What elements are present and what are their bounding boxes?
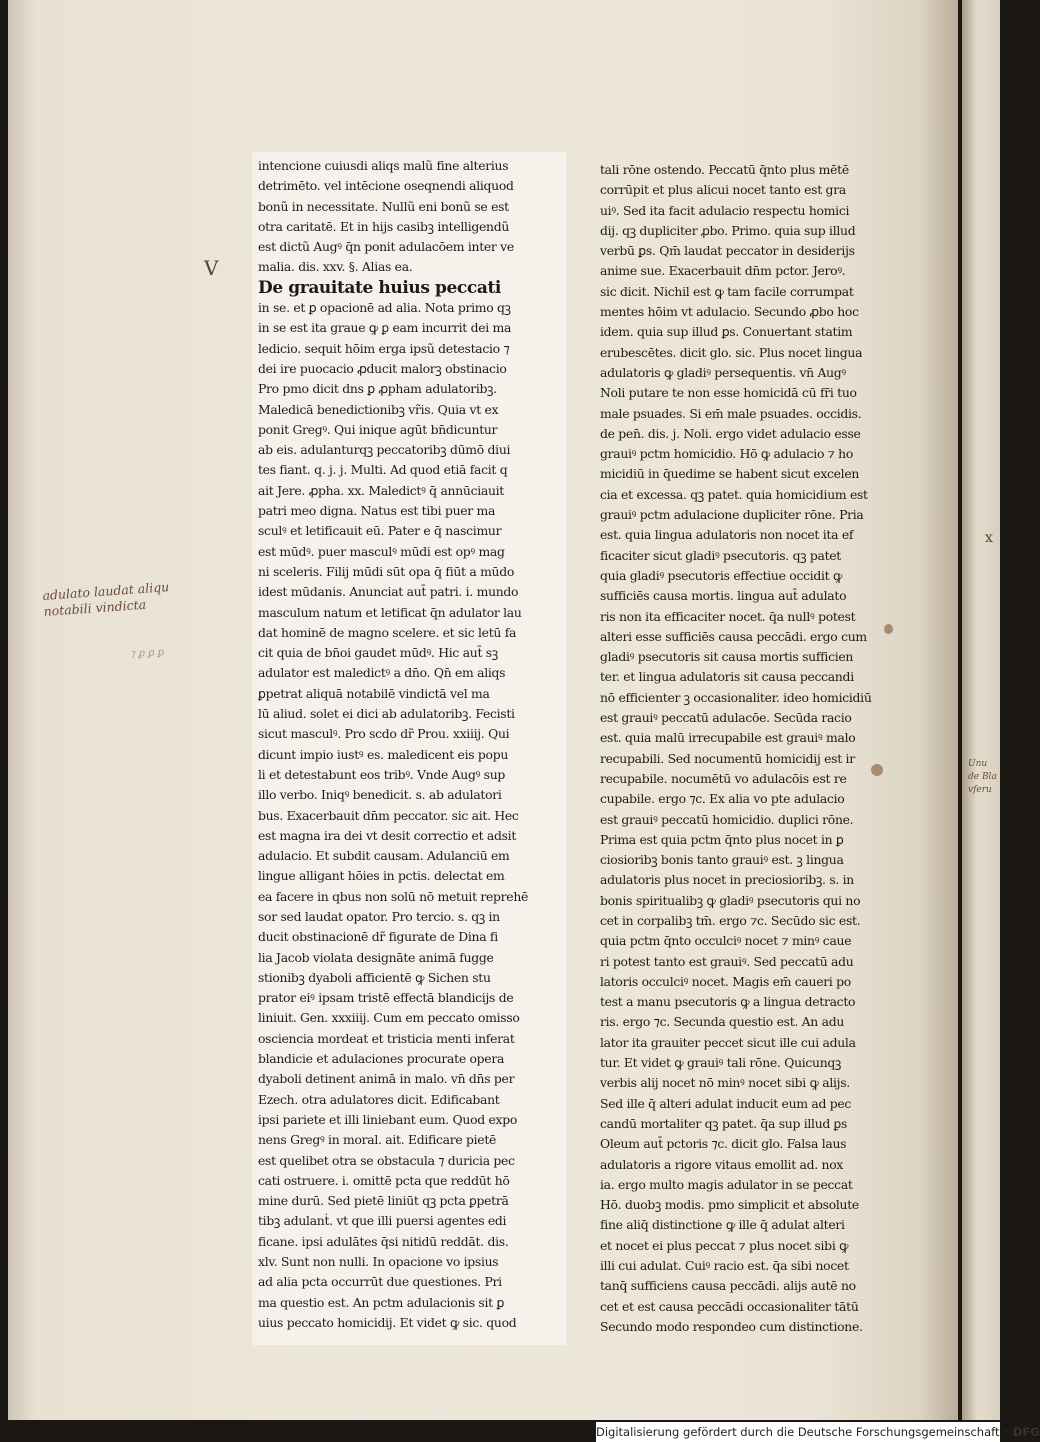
- text-line: dei ire puocacio ꝓducit malorꝫ obstinacio: [258, 360, 507, 376]
- text-line: est. quia malū irrecupabile est grauiꝰ malo: [600, 730, 856, 746]
- faint-annotation: ⁊ ꝑ ꝑ ꝑ: [129, 647, 164, 660]
- text-line: mine durū. Sed pietē liniūt qꝫ pcta ꝑpetrā: [258, 1193, 509, 1209]
- text-line: ri potest tanto est grauiꝰ. Sed peccatū adu: [600, 953, 854, 969]
- section-heading: De grauitate huius peccati: [258, 277, 501, 298]
- text-line: est dictũ Augꝰ q̄n ponit adulacōem inter ve: [258, 239, 514, 255]
- text-line: quia gladiꝰ psecutoris effectiue occidit ꝙ: [600, 567, 843, 583]
- text-line: ab eis. adulanturqꝫ peccatoribꝫ dūmō diui: [258, 442, 511, 458]
- text-line: ea facere in qbus non solū nō metuit reprehē: [258, 888, 529, 904]
- text-line: adulatoris plus nocet in preciosioribꝫ. s. in: [600, 872, 854, 888]
- text-line: ficane. ipsi adulātes q̄si nitidū reddāt. dis.: [258, 1233, 509, 1249]
- text-line: ia. ergo multo magis adulator in se peccat: [600, 1176, 853, 1192]
- text-line: lia Jacob violata designāte animā fugge: [258, 949, 494, 965]
- text-line: Secundo modo respondeo cum distinctione.: [600, 1318, 863, 1334]
- text-line: gladiꝰ psecutoris sit causa mortis sufficien: [600, 649, 854, 665]
- text-line: Pro pmo dicit dns ꝑ ꝓpham adulatoribꝫ.: [258, 381, 497, 397]
- text-line: sor sed laudat opator. Pro tercio. s. qꝫ in: [258, 908, 500, 924]
- text-line: in se est ita graue ꝙ ꝑ eam incurrit dei ma: [258, 320, 512, 336]
- text-line: uiꝰ. Sed ita facit adulacio respectu homici: [600, 202, 850, 218]
- text-line: micidiū in q̄uedime se habent sicut excelen: [600, 466, 860, 482]
- text-line: osciencia mordeat et tristicia menti inferat: [258, 1030, 515, 1046]
- text-line: blandicie et adulaciones procurate opera: [258, 1051, 505, 1067]
- annotation-line: adulato laudat aliqu: [42, 579, 170, 603]
- text-line: patri meo digna. Natus est tibi puer ma: [258, 503, 496, 519]
- text-line: ma questio est. An pctm adulacionis sit ꝑ: [258, 1294, 505, 1310]
- text-line: de pen̄. dis. j. Noli. ergo videt adulacio esse: [600, 425, 861, 441]
- text-line: bus. Exacerbauit dn̄m peccator. sic ait. Hec: [258, 807, 519, 823]
- text-line: ciosioribꝫ bonis tanto grauiꝰ est. ꝫ lingua: [600, 852, 844, 868]
- text-line: sicut masculꝰ. Pro scdo dr̃ Prou. xxiiij. Qui: [258, 726, 510, 742]
- text-line: Maledicā benedictionibꝫ vr̃is. Quia vt ex: [258, 401, 499, 417]
- text-line: cati ostruere. i. omittē pcta que reddūt hō: [258, 1172, 510, 1188]
- text-line: in se. et ꝑ opacionē ad alia. Nota primo qꝫ: [258, 300, 511, 316]
- text-line: erubescētes. dicit glo. sic. Plus nocet lingua: [600, 344, 863, 360]
- text-line: lingue alligant hōies in pctis. delectat em: [258, 868, 505, 884]
- text-line: liniuit. Gen. xxxiiij. Cum em peccato omisso: [258, 1010, 520, 1026]
- text-line: recupabili. Sed nocumentū homicidij est ir: [600, 750, 855, 766]
- text-line: est grauiꝰ peccatū adulacōe. Secūda racio: [600, 710, 852, 726]
- annotation-line: vferu: [968, 785, 992, 795]
- text-line: otra caritatē. Et in hijs casibꝫ intelligendũ: [258, 218, 510, 234]
- text-line: lū aliud. solet ei dici ab adulatoribꝫ. Fecisti: [258, 706, 515, 722]
- text-line: adulatoris a rigore vitaus emollit ad. nox: [600, 1156, 844, 1172]
- text-line: sufficiēs causa mortis. lingua aut̄ adulato: [600, 588, 847, 604]
- text-line: sculꝰ et letificauit eū. Pater e q̄ nascimur: [258, 523, 502, 539]
- text-line: ponit Gregꝰ. Qui inique agūt bn̄dicuntur: [258, 421, 498, 437]
- right-text-column: [600, 160, 900, 1337]
- text-line: ad alia pcta occurrūt due questiones. Pri: [258, 1274, 502, 1290]
- text-line: verbis alij nocet nō minꝰ nocet sibi ꝙ alijs.: [600, 1075, 850, 1091]
- dfg-logo: DFG: [1012, 1425, 1040, 1439]
- text-line: ipsi pariete et illi liniebant eum. Quod expo: [258, 1111, 518, 1127]
- left-text-column: [252, 152, 566, 1345]
- text-line: dicunt impio iustꝰ es. maledicent eis popu: [258, 746, 509, 762]
- text-line: nō efficienter ꝫ occasionaliter. ideo homicidiū: [600, 689, 872, 705]
- text-line: quia pctm q̄nto occulciꝰ nocet ⁊ minꝰ caue: [600, 933, 852, 949]
- text-line: et nocet ei plus peccat ⁊ plus nocet sibi ꝙ: [600, 1237, 849, 1253]
- text-line: idem. quia sup illud ꝑs. Conuertant statim: [600, 324, 853, 340]
- text-line: anime sue. Exacerbauit dn̄m pctor. Jeroꝰ.: [600, 263, 846, 279]
- annotation-line: Unu: [968, 759, 988, 769]
- text-line: Noli putare te non esse homicidā cū fr̄i tuo: [600, 385, 857, 401]
- text-line: test a manu psecutoris ꝙ a lingua detracto: [600, 994, 856, 1010]
- text-line: xlv. Sunt non nulli. In opacione vo ipsius: [258, 1254, 499, 1270]
- text-line: est. quia lingua adulatoris non nocet ita ef: [600, 527, 854, 543]
- text-line: est grauiꝰ peccatū homicidio. duplici rōne.: [600, 811, 854, 827]
- text-line: tes fiant. q. j. j. Multi. Ad quod etiā facit q: [258, 462, 508, 478]
- text-line: tanq̄ sufficiens causa peccādi. alijs autē no: [600, 1278, 856, 1294]
- text-line: intencione cuiusdi aliqs malũ fine alterius: [258, 158, 509, 173]
- text-line: mentes hōim vt adulacio. Secundo ꝓbo hoc: [600, 304, 859, 320]
- text-line: ni sceleris. Filij mūdi sūt opa q̄ fiūt a mūdo: [258, 563, 514, 579]
- text-line: lator ita grauiter peccet sicut ille cui adula: [600, 1034, 856, 1050]
- text-line: li et detestabunt eos tribꝰ. Vnde Augꝰ sup: [258, 766, 506, 782]
- text-line: fine aliq̄ distinctione ꝙ ille q̄ adulat alteri: [600, 1217, 845, 1233]
- footer-credit: [596, 1422, 1040, 1442]
- text-line: detrimēto. vel intēcione oseqnendi aliquod: [258, 178, 514, 194]
- text-line: recupabile. nocumētū vo adulacōis est re: [600, 770, 847, 786]
- text-line: idest mūdanis. Anunciat aut̄ patri. i. mundo: [258, 584, 519, 600]
- text-line: corrūpit et plus alicui nocet tanto est gra: [600, 182, 846, 198]
- annotation-line: notabili vindicta: [43, 596, 147, 619]
- footer-text: Digitalisierung gefördert durch die Deutsche Forschungsgemeinschaft •: [596, 1425, 1010, 1439]
- text-line: alteri esse sufficiēs causa peccādi. ergo cum: [600, 628, 867, 644]
- text-line: ꝑpetrat aliquā notabilē vindictā vel ma: [258, 685, 490, 701]
- right-marginal-annotation: [968, 758, 997, 797]
- text-line: sic dicit. Nichil est ꝙ tam facile corrumpat: [600, 283, 854, 299]
- text-line: Prima est quia pctm q̄nto plus nocet in ꝑ: [600, 831, 844, 847]
- text-line: dij. qꝫ dupliciter ꝓbo. Primo. quia sup illud: [600, 222, 856, 238]
- text-line: ledicio. sequit hōim erga ipsũ detestacio ⁊: [258, 340, 510, 356]
- text-line: adulator est maledictꝰ a dn̄o. Qn̄ em aliqs: [258, 665, 506, 681]
- text-line: cet et est causa peccādi occasionaliter tātū: [600, 1298, 859, 1314]
- text-line: illo verbo. Iniqꝰ benedicit. s. ab adulatori: [258, 787, 502, 803]
- text-line: ficaciter sicut gladiꝰ psecutoris. qꝫ patet: [600, 547, 841, 563]
- text-line: ducit obstinacionē dr̃ figurate de Dina fi: [258, 929, 498, 945]
- text-line: grauiꝰ pctm homicidio. Hō ꝙ adulacio ⁊ ho: [600, 446, 854, 462]
- text-line: male psuades. Si em̄ male psuades. occidis.: [600, 405, 862, 421]
- text-line: adulacio. Et subdit causam. Adulanciū em: [258, 848, 510, 864]
- text-line: bonis spiritualibꝫ ꝙ gladiꝰ psecutoris qui no: [600, 892, 861, 908]
- text-line: nens Gregꝰ in moral. ait. Edificare pietē: [258, 1132, 497, 1148]
- text-line: Hō. duobꝫ modis. pmo simplicit et absolute: [600, 1197, 859, 1213]
- text-line: grauiꝰ pctm adulacione dupliciter rōne. Pria: [600, 507, 864, 523]
- text-line: cet in corpalibꝫ tm̄. ergo ⁊c. Secūdo sic est.: [600, 912, 861, 928]
- text-line: tur. Et videt ꝙ grauiꝰ tali rōne. Quicunqꝫ: [600, 1055, 842, 1071]
- paragraph-mark: V: [204, 256, 219, 280]
- text-line: adulatoris ꝙ gladiꝰ persequentis. vn̄ Augꝰ: [600, 364, 846, 380]
- text-line: malia. dis. xxv. §. Alias ea.: [258, 259, 413, 275]
- text-line: latoris occulciꝰ nocet. Magis em̄ caueri po: [600, 973, 851, 989]
- text-line: cia et excessa. qꝫ patet. quia homicidium est: [600, 486, 868, 502]
- text-line: candū mortaliter qꝫ patet. q̄a sup illud ꝑs: [600, 1115, 848, 1131]
- text-line: Sed ille q̄ alteri adulat inducit eum ad pec: [600, 1095, 852, 1111]
- text-line: ris. ergo ⁊c. Secunda questio est. An adu: [600, 1014, 845, 1030]
- text-line: est mūdꝰ. puer masculꝰ mūdi est opꝰ mag: [258, 543, 505, 559]
- text-line: dat hominē de magno scelere. et sic letū fa: [258, 624, 517, 640]
- text-line: dyaboli detinent animā in malo. vn̄ dn̄s per: [258, 1071, 515, 1087]
- text-line: tibꝫ adulanṫ. vt que illi puersi agentes edi: [258, 1213, 507, 1229]
- text-line: tali rōne ostendo. Peccatū q̄nto plus mētē: [600, 162, 849, 177]
- text-line: bonũ in necessitate. Nullũ eni bonũ se est: [258, 198, 509, 214]
- text-line: illi cui adulat. Cuiꝰ racio est. q̄a sibi nocet: [600, 1258, 849, 1274]
- text-line: Ezech. otra adulatores dicit. Edificabant: [258, 1091, 500, 1107]
- text-line: Oleum aut̄ pctoris ⁊c. dicit glo. Falsa laus: [600, 1136, 847, 1152]
- text-line: verbū ꝑs. Qm̄ laudat peccator in desiderijs: [600, 243, 855, 259]
- text-line: est magna ira dei vt desit correctio et adsit: [258, 827, 517, 843]
- text-line: ter. et lingua adulatoris sit causa peccandi: [600, 669, 854, 685]
- facing-page-edge: [962, 0, 1000, 1420]
- right-margin-mark: x: [985, 530, 993, 546]
- text-line: prator eiꝰ ipsam tristē effectā blandicijs de: [258, 990, 514, 1006]
- text-line: ait Jere. ꝓpha. xx. Maledictꝰ q̄ annūciauit: [258, 482, 504, 498]
- annotation-line: de Bla: [968, 772, 997, 782]
- text-line: ris non ita efficaciter nocet. q̄a nullꝰ potest: [600, 608, 856, 624]
- text-line: cit quia de bn̄oi gaudet mūdꝰ. Hic aut̄ sꝫ: [258, 645, 498, 661]
- text-line: cupabile. ergo ⁊c. Ex alia vo pte adulacio: [600, 791, 845, 807]
- text-line: est quelibet otra se obstacula ⁊ duricia pec: [258, 1152, 515, 1168]
- text-line: stionibꝫ dyaboli afficientē ꝙ Sichen stu: [258, 969, 491, 985]
- text-line: uius peccato homicidij. Et videt ꝙ sic. quod: [258, 1314, 517, 1330]
- text-line: masculum natum et letificat q̄n adulator lau: [258, 604, 522, 620]
